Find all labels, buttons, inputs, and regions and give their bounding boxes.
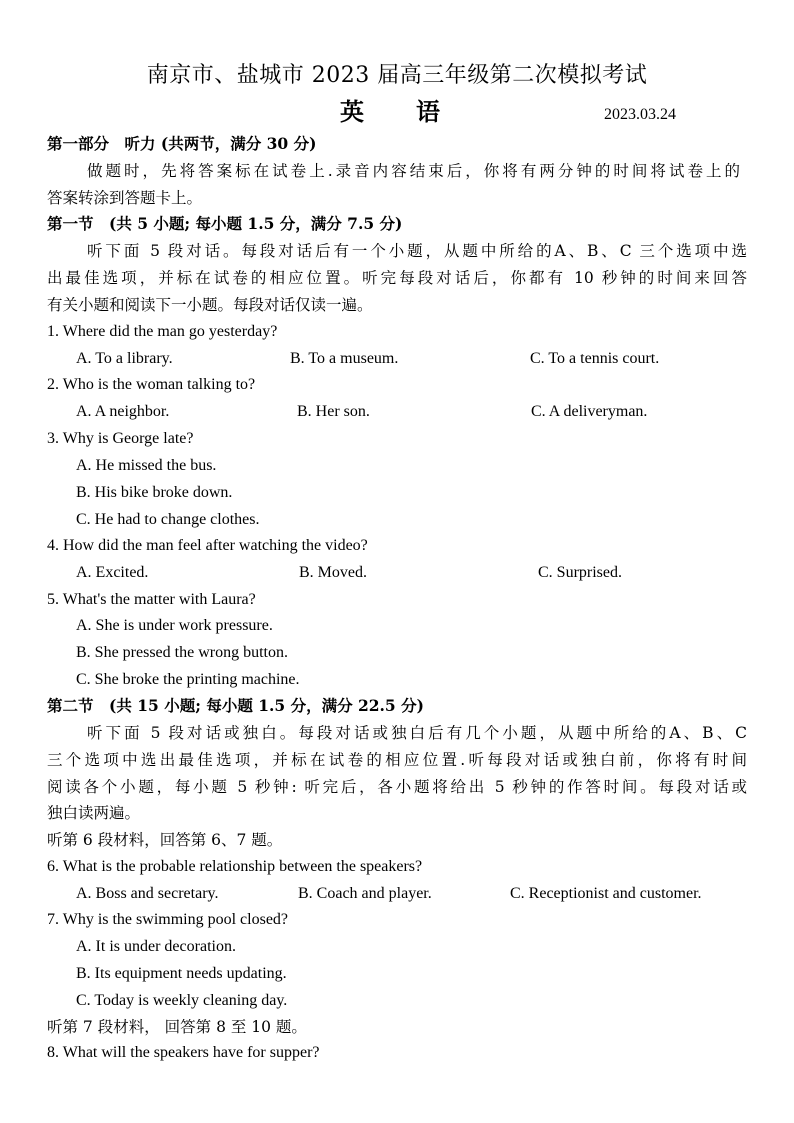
question-2: 2. Who is the woman talking to? — [47, 376, 256, 393]
section1-instruction-line: 听下面 5 段对话。每段对话后有一个小题，从题中所给的A、B、C 三个选项中选 — [87, 242, 747, 260]
q1-option-c: C. To a tennis court. — [530, 350, 660, 367]
section1-instruction-line: 有关小题和阅读下一小题。每段对话仅读一遍。 — [47, 296, 373, 314]
question-8: 8. What will the speakers have for supper? — [47, 1044, 320, 1061]
question-4: 4. How did the man feel after watching the video? — [47, 537, 368, 554]
q4-option-b: B. Moved. — [299, 564, 367, 581]
question-6: 6. What is the probable relationship between the speakers? — [47, 858, 423, 875]
q7-option-c: C. Today is weekly cleaning day. — [76, 992, 288, 1009]
q6-option-b: B. Coach and player. — [298, 885, 432, 902]
part1-instruction-line: 答案转涂到答题卡上。 — [47, 189, 203, 207]
material-7-prompt: 听第 7 段材料， 回答第 8 至 10 题。 — [47, 1018, 307, 1036]
q4-option-a: A. Excited. — [76, 564, 149, 581]
q6-option-a: A. Boss and secretary. — [76, 885, 219, 902]
q5-option-a: A. She is under work pressure. — [76, 617, 273, 634]
q5-option-c: C. She broke the printing machine. — [76, 671, 300, 688]
q6-option-c: C. Receptionist and customer. — [510, 885, 702, 902]
q7-option-b: B. Its equipment needs updating. — [76, 965, 287, 982]
q2-option-a: A. A neighbor. — [76, 403, 170, 420]
question-7: 7. Why is the swimming pool closed? — [47, 911, 289, 928]
exam-title: 南京市、盐城市 2023 届高三年级第二次模拟考试 — [146, 63, 648, 88]
q7-option-a: A. It is under decoration. — [76, 938, 236, 955]
section2-instruction-line: 独白读两遍。 — [47, 804, 141, 822]
q3-option-a: A. He missed the bus. — [76, 457, 217, 474]
subject-title: 英 语 — [340, 97, 454, 126]
q2-option-c: C. A deliveryman. — [531, 403, 648, 420]
part1-heading: 第一部分 听力 (共两节，满分 30 分) — [47, 134, 317, 153]
section2-instruction-line: 三个选项中选出最佳选项，并标在试卷的相应位置.听每段对话或独白前，你将有时间 — [47, 751, 747, 769]
question-1: 1. Where did the man go yesterday? — [47, 323, 278, 340]
question-3: 3. Why is George late? — [47, 430, 194, 447]
section1-heading: 第一节 (共 5 小题; 每小题 1.5 分，满分 7.5 分) — [47, 214, 403, 233]
section2-instruction-line: 阅读各个小题，每小题 5 秒钟: 听完后，各小题将给出 5 秒钟的作答时间。每段对话或 — [47, 778, 747, 796]
question-5: 5. What's the matter with Laura? — [47, 591, 256, 608]
material-6-prompt: 听第 6 段材料，回答第 6、7 题。 — [47, 831, 283, 849]
section2-heading: 第二节 (共 15 小题; 每小题 1.5 分，满分 22.5 分) — [47, 696, 424, 715]
q2-option-b: B. Her son. — [297, 403, 370, 420]
section2-instruction-line: 听下面 5 段对话或独白。每段对话或独白后有几个小题，从题中所给的A、B、C — [87, 724, 747, 742]
q5-option-b: B. She pressed the wrong button. — [76, 644, 288, 661]
exam-date: 2023.03.24 — [604, 106, 676, 123]
q3-option-c: C. He had to change clothes. — [76, 511, 260, 528]
section1-instruction-line: 出最佳选项，并标在试卷的相应位置。听完每段对话后，你都有 10 秒钟的时间来回答 — [47, 269, 747, 287]
q1-option-b: B. To a museum. — [290, 350, 399, 367]
q4-option-c: C. Surprised. — [538, 564, 622, 581]
part1-instruction-line: 做题时，先将答案标在试卷上.录音内容结束后，你将有两分钟的时间将试卷上的 — [87, 162, 740, 180]
q1-option-a: A. To a library. — [76, 350, 173, 367]
q3-option-b: B. His bike broke down. — [76, 484, 233, 501]
